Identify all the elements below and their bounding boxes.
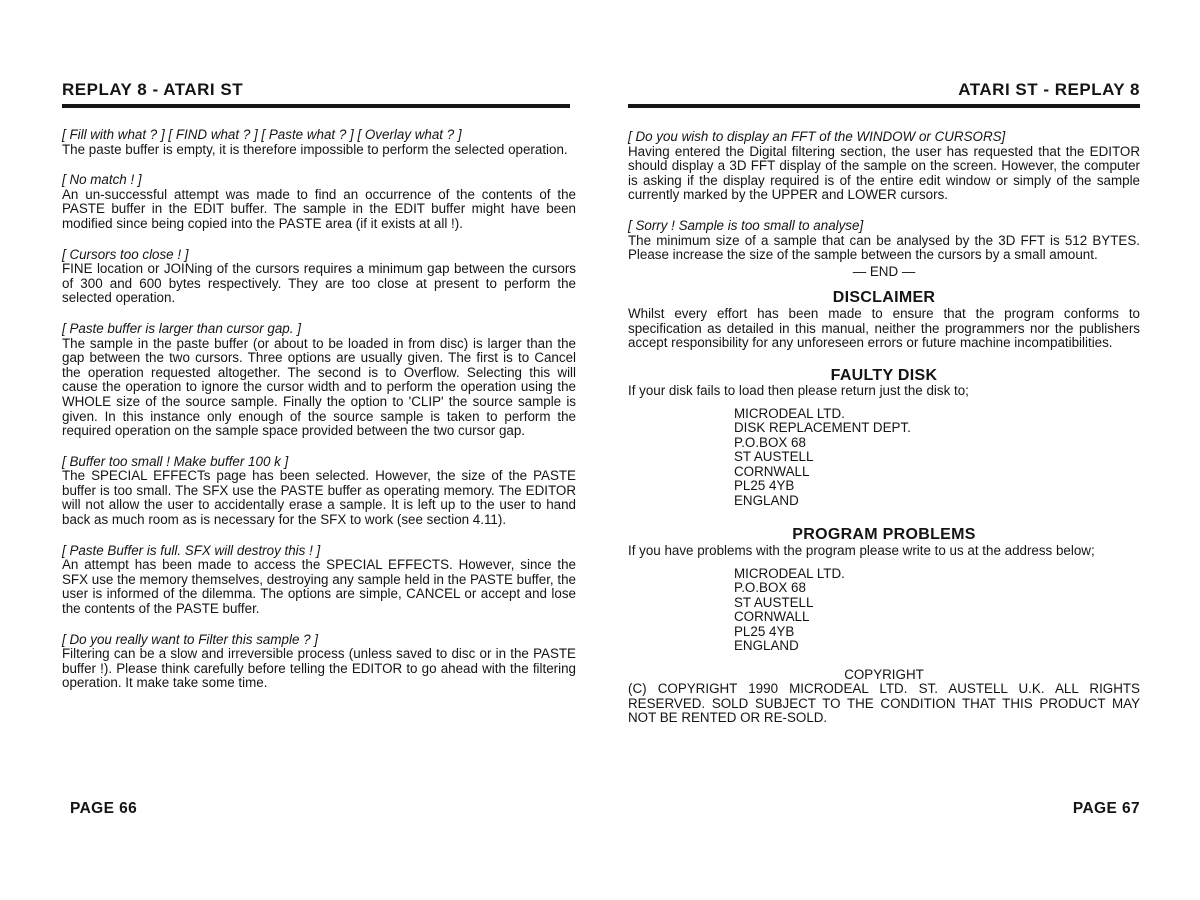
copyright-title: COPYRIGHT — [844, 666, 924, 682]
left-page-header: REPLAY 8 - ATARI ST — [62, 80, 244, 99]
address-line: CORNWALL — [734, 463, 810, 479]
address-line: DISK REPLACEMENT DEPT. — [734, 420, 911, 436]
error-message-description: An attempt has been made to access the SPECIAL EFFECTS. However, since the SFX use the memory themselves, destroying any sample held in the PASTE buffer, the user is informed of the dilemma. The options are simple, CANCEL or accept and lose the contents of the PASTE buffer. — [62, 557, 576, 617]
error-entry — [62, 455, 576, 528]
error-message-description: FINE location or JOINing of the cursors requires a minimum gap between the cursors of 300 and 600 bytes respectively. They are too close at present to perform the selected operation. — [62, 261, 576, 306]
error-entry — [628, 130, 1140, 203]
address-line: P.O.BOX 68 — [734, 434, 806, 450]
address-line: PL25 4YB — [734, 623, 795, 639]
program-problems-title: PROGRAM PROBLEMS — [792, 526, 976, 544]
disclaimer-section — [628, 307, 1140, 351]
error-message-title: [ No match ! ] — [62, 172, 142, 188]
address-line: ST AUSTELL — [734, 449, 814, 465]
right-page-body — [628, 130, 1140, 742]
address-line: MICRODEAL LTD. — [734, 405, 845, 421]
error-message-description: The paste buffer is empty, it is therefore impossible to perform the selected operation. — [62, 141, 568, 157]
address-line: CORNWALL — [734, 609, 810, 625]
right-page — [628, 0, 1140, 900]
error-entry — [628, 219, 1140, 263]
program-problems-intro: If you have problems with the program please write to us at the address below; — [628, 543, 1095, 558]
error-entry — [62, 322, 576, 439]
error-message-description: An un-successful attempt was made to find an occurrence of the contents of the PASTE buffer in the EDIT buffer. The sample in the EDIT buffer might have been modified since being copied into the PASTE area (if it exists at all !). — [62, 186, 576, 231]
program-problems-address — [734, 567, 1140, 654]
copyright-text: (C) COPYRIGHT 1990 MICRODEAL LTD. ST. AUSTELL U.K. ALL RIGHTS RESERVED. SOLD SUBJECT TO THE CONDITION THAT THIS PRODUCT MAY NOT BE RENTED OR RE-SOLD. — [628, 681, 1140, 726]
error-message-description: The minimum size of a sample that can be analysed by the 3D FFT is 512 BYTES. Please increase the size of the sample between the cursors by a small amount. — [628, 232, 1140, 263]
address-line: ENGLAND — [734, 492, 799, 508]
address-line: MICRODEAL LTD. — [734, 565, 845, 581]
address-line: ST AUSTELL — [734, 594, 814, 610]
error-entry — [62, 173, 576, 231]
error-message-title: [ Cursors too close ! ] — [62, 246, 189, 262]
error-message-title: [ Buffer too small ! Make buffer 100 k ] — [62, 453, 289, 469]
end-marker: — END — — [852, 263, 916, 279]
disclaimer-text: Whilst every effort has been made to ensure that the program conforms to specification as detailed in this manual, neither the programmers nor the publishers accept responsibility for any unforeseen errors or future machine incompatibilities. — [628, 305, 1140, 351]
right-page-number: PAGE 67 — [1072, 800, 1140, 817]
left-page — [62, 0, 576, 900]
right-page-header: ATARI ST - REPLAY 8 — [958, 80, 1140, 99]
left-header-rule — [62, 104, 570, 108]
error-entry — [62, 128, 576, 157]
address-line: PL25 4YB — [734, 478, 795, 494]
faulty-disk-address — [734, 407, 1140, 509]
copyright-section — [628, 682, 1140, 726]
error-entry — [62, 544, 576, 617]
faulty-disk-title: FAULTY DISK — [830, 366, 938, 384]
error-message-description: Having entered the Digital filtering section, the user has requested that the EDITOR should display a 3D FFT display of the sample on the screen. However, the computer is asking if the display required is of the entire edit window or simply of the sample currently marked by the UPPER and LOWER cursors. — [628, 143, 1140, 203]
error-message-title: [ Do you wish to display an FFT of the WINDOW or CURSORS] — [628, 129, 1006, 144]
error-message-title: [ Do you really want to Filter this sample ? ] — [62, 631, 319, 647]
error-message-description: The SPECIAL EFFECTs page has been selected. However, the size of the PASTE buffer is too small. The SFX use the PASTE buffer as operating memory. The EDITOR will not allow the user to accidentally erase a sample. It is left up to the user to hand back as much room as is necessary for the SFX to work (see section 4.11). — [62, 468, 576, 528]
error-message-title: [ Paste Buffer is full. SFX will destroy this ! ] — [62, 542, 321, 558]
address-line: P.O.BOX 68 — [734, 580, 806, 596]
address-line: ENGLAND — [734, 638, 799, 654]
faulty-disk-intro: If your disk fails to load then please return just the disk to; — [628, 383, 969, 399]
error-message-description: Filtering can be a slow and irreversible process (unless saved to disc or in the PASTE buffer !). Please think carefully before telling the EDITOR to go ahead with the filtering operation. It make take some time. — [62, 646, 576, 691]
error-message-description: The sample in the paste buffer (or about to be loaded in from disc) is larger than the gap between the two cursors. Three options are usually given. The first is to Cancel the operation requested altogether. The second is to Overflow. Selecting this will cause the operation to ignore the cursor width and to perform the operation using the WHOLE size of the source sample. Finally the option to 'CLIP' the source sample is given. In this instance only enough of the source sample is taken to perform the required operation on the sample space provided between the two cursor gap. — [62, 335, 576, 439]
left-page-number: PAGE 66 — [70, 800, 138, 817]
error-entry — [62, 248, 576, 306]
disclaimer-title: DISCLAIMER — [832, 289, 936, 307]
left-page-body — [62, 128, 576, 707]
error-message-title: [ Paste buffer is larger than cursor gap. ] — [62, 320, 301, 336]
error-message-title: [ Fill with what ? ] [ FIND what ? ] [ Paste what ? ] [ Overlay what ? ] — [62, 127, 462, 142]
right-header-rule — [628, 104, 1140, 108]
error-entry — [62, 633, 576, 691]
error-message-title: [ Sorry ! Sample is too small to analyse] — [628, 217, 864, 233]
